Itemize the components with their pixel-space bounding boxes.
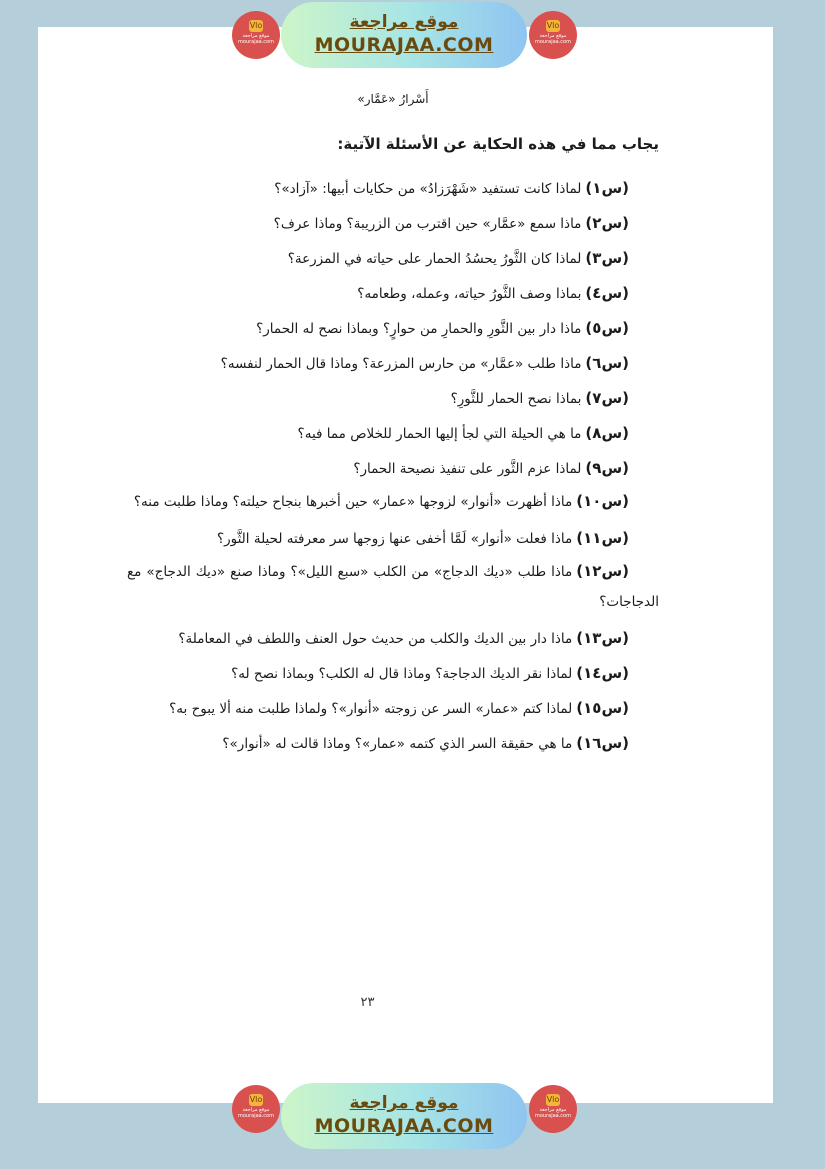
question-text: ماذا سمع «عمَّار» حين اقترب من الزريبة؟ وماذا عرف؟: [273, 216, 582, 232]
brand-name-latin[interactable]: MOURAJAA.COM: [314, 1115, 494, 1137]
question-number: (س١٢): [576, 562, 629, 580]
logo-caption-ar: موقع مراجعة: [539, 33, 567, 39]
question-item: [127, 726, 659, 761]
question-item: [127, 521, 659, 556]
question-number: (س١٣): [576, 629, 629, 647]
question-text: ماذا أظهرت «أنوار» لزوجها «عمار» حين أخبرها بنجاح حيلته؟ وماذا طلبت منه؟: [133, 494, 573, 510]
logo-badge: Vlo: [546, 1095, 560, 1104]
logo-caption-en: mourajaa.com: [534, 1113, 571, 1119]
question-number: (س٥): [585, 319, 629, 337]
question-item: [127, 451, 659, 486]
section-title: أَسْرارُ «عَمَّار»: [357, 92, 429, 106]
logo-badge: Vlo: [249, 1095, 263, 1104]
question-item: [127, 486, 659, 517]
logo-caption-en: mourajaa.com: [237, 39, 274, 45]
question-number: (س٦): [585, 354, 629, 372]
question-number: (س٧): [585, 389, 629, 407]
question-number: (س١٤): [576, 664, 629, 682]
question-text: بماذا وصف الثَّورُ حياته، وعمله، وطعامه؟: [357, 286, 582, 302]
question-text: ماذا طلب «عمَّار» من حارس المزرعة؟ وماذا قال الحمار لنفسه؟: [220, 356, 582, 372]
brand-logo-left-icon: [232, 1085, 280, 1133]
question-text: ماذا دار بين الثَّورِ والحمارِ من حوارٍ؟ وبماذا نصح له الحمار؟: [256, 321, 582, 337]
logo-caption-ar: موقع مراجعة: [242, 1107, 270, 1113]
questions-heading: يجاب مما في هذه الحكاية عن الأسئلة الآتية:: [337, 135, 659, 153]
question-text: ماذا طلب «ديك الدجاج» من الكلب «سبع الليل»؟ وماذا صنع «ديك الدجاج» مع الدجاجات؟: [127, 564, 659, 610]
question-number: (س١١): [576, 529, 629, 547]
brand-name-arabic[interactable]: موقع مراجعة: [349, 1093, 459, 1113]
question-number: (س١٥): [576, 699, 629, 717]
question-number: (س١٠): [576, 492, 629, 510]
brand-banner-bottom[interactable]: [281, 1083, 527, 1149]
brand-logo-right-icon: [529, 1085, 577, 1133]
question-text: لماذا كان الثَّورُ يحسُدُ الحمار على حياته في المزرعة؟: [287, 251, 582, 267]
logo-caption-ar: موقع مراجعة: [242, 33, 270, 39]
question-text: بماذا نصح الحمار للثَّورِ؟: [450, 391, 582, 407]
questions-list: [127, 171, 659, 761]
question-item: [127, 311, 659, 346]
question-item: [127, 276, 659, 311]
brand-logo-left-icon: [232, 11, 280, 59]
question-number: (س٩): [585, 459, 629, 477]
question-text: لماذا نقر الديك الدجاجة؟ وماذا قال له الكلب؟ وبماذا نصح له؟: [231, 666, 573, 682]
question-item: [127, 656, 659, 691]
question-text: ماذا فعلت «أنوار» لَمَّا أخفى عنها زوجها سر معرفته لحيلة الثَّور؟: [216, 531, 573, 547]
question-text: ما هي الحيلة التي لجأ إليها الحمار للخلاص مما فيه؟: [297, 426, 582, 442]
question-item: [127, 171, 659, 206]
question-item: [127, 416, 659, 451]
brand-name-latin[interactable]: MOURAJAA.COM: [314, 34, 494, 56]
question-item: [127, 556, 659, 617]
question-number: (س٤): [585, 284, 629, 302]
logo-badge: Vlo: [546, 21, 560, 30]
question-item: [127, 241, 659, 276]
brand-logo-right-icon: [529, 11, 577, 59]
question-text: ماذا دار بين الديك والكلب من حديث حول العنف واللطف في المعاملة؟: [178, 631, 573, 647]
question-number: (س١٦): [576, 734, 629, 752]
question-number: (س٨): [585, 424, 629, 442]
page-number: ٢٣: [360, 995, 375, 1010]
question-item: [127, 206, 659, 241]
logo-caption-en: mourajaa.com: [534, 39, 571, 45]
brand-banner-top[interactable]: [281, 2, 527, 68]
logo-caption-ar: موقع مراجعة: [539, 1107, 567, 1113]
question-item: [127, 621, 659, 656]
question-number: (س١): [585, 179, 629, 197]
question-text: لماذا كانت تستفيد «شَهْرَزادُ» من حكايات أبيها: «آزاد»؟: [274, 181, 582, 197]
question-item: [127, 381, 659, 416]
logo-badge: Vlo: [249, 21, 263, 30]
question-item: [127, 346, 659, 381]
brand-name-arabic[interactable]: موقع مراجعة: [349, 12, 459, 32]
logo-caption-en: mourajaa.com: [237, 1113, 274, 1119]
question-item: [127, 691, 659, 726]
question-number: (س٢): [585, 214, 629, 232]
question-text: لماذا كتم «عمار» السر عن زوجته «أنوار»؟ ولماذا طلبت منه ألا يبوح به؟: [169, 701, 573, 717]
question-number: (س٣): [585, 249, 629, 267]
question-text: لماذا عزم الثَّور على تنفيذ نصيحة الحمار؟: [353, 461, 582, 477]
question-text: ما هي حقيقة السر الذي كتمه «عمار»؟ وماذا قالت له «أنوار»؟: [222, 736, 573, 752]
document-content: [127, 92, 659, 761]
